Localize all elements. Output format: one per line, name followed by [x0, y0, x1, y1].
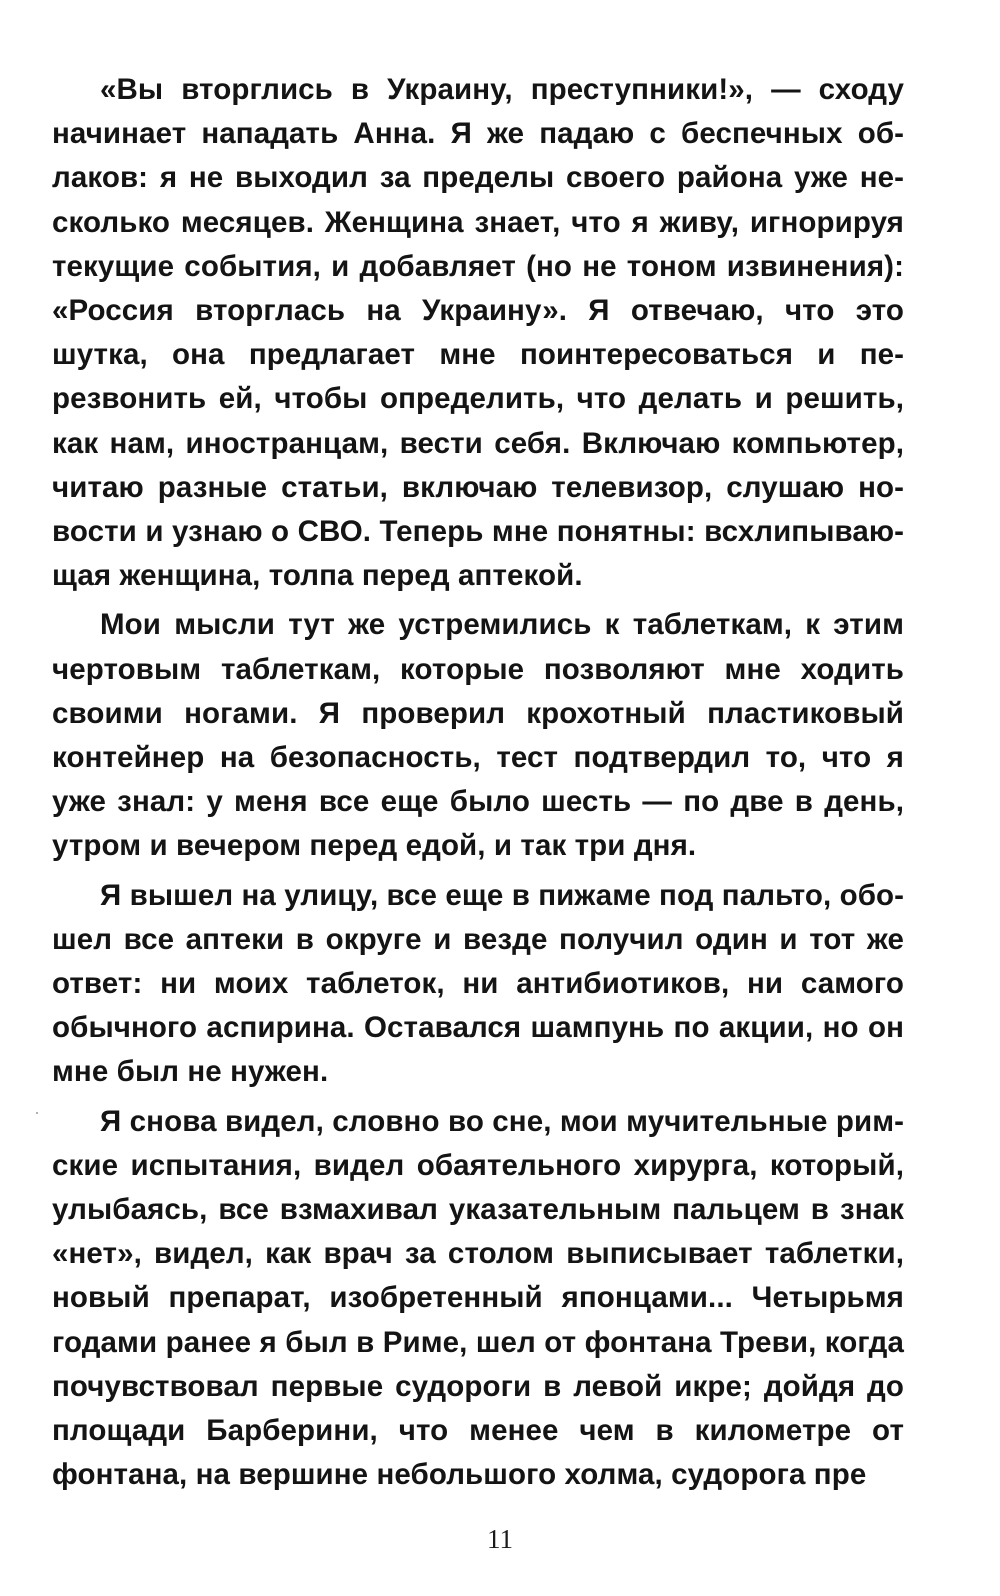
page-number: 11 — [487, 1524, 513, 1554]
paragraph-4: Я снова видел, словно во сне, мои мучительные римские испытания, видел обаятельного хирурга, который, улыбаясь, все взмахивал указательным пальцем в знак «нет», видел, как врач за столом выписывает таблетки, новый препарат, изобретенный японцами... Четырьмя годами ранее я был в Риме, шел от фонтана Треви, когда почувствовал первые судороги в левой икре; дойдя до площади Барберини, что менее чем в километре от фонтана, на вершине небольшого холма, судорога пре — [52, 1104, 904, 1492]
paragraph-1: «Вы вторглись в Украину, преступники!», — сходу начинает нападать Анна. Я же падаю с беспечных облаков: я не выходил за пределы своего района уже несколько месяцев. Женщина знает, что я живу, игнорируя текущие события, и добавляет (но не тоном извинения): «Россия вторглась на Украину». Я отвечаю, что это шутка, она предлагает мне поинтересоваться и перезвонить ей, чтобы определить, что делать и решить, как нам, иностранцам, вести себя. Включаю компьютер, читаю разные статьи, включаю телевизор, слушаю новости и узнаю о СВО. Теперь мне понятны: всхлипывающая женщина, толпа перед аптекой. — [52, 73, 904, 593]
scan-speck — [36, 1112, 38, 1114]
paragraph-2: Мои мысли тут же устремились к таблеткам, к этим чертовым таблеткам, которые позволяют мне ходить своими ногами. Я проверил крохотный пластиковый контейнер на безопасность, тест подтвердил то, что я уже знал: у меня все еще было шесть — по две в день, утром и вечером перед едой, и так три дня. — [52, 608, 904, 863]
paragraph-3: Я вышел на улицу, все еще в пижаме под пальто, обошел все аптеки в округе и везде получил один и тот же ответ: ни моих таблеток, ни антибиотиков, ни самого обычного аспирина. Оставался шампунь по акции, но он мне был не нужен. — [52, 878, 904, 1089]
page-body — [52, 68, 904, 1498]
